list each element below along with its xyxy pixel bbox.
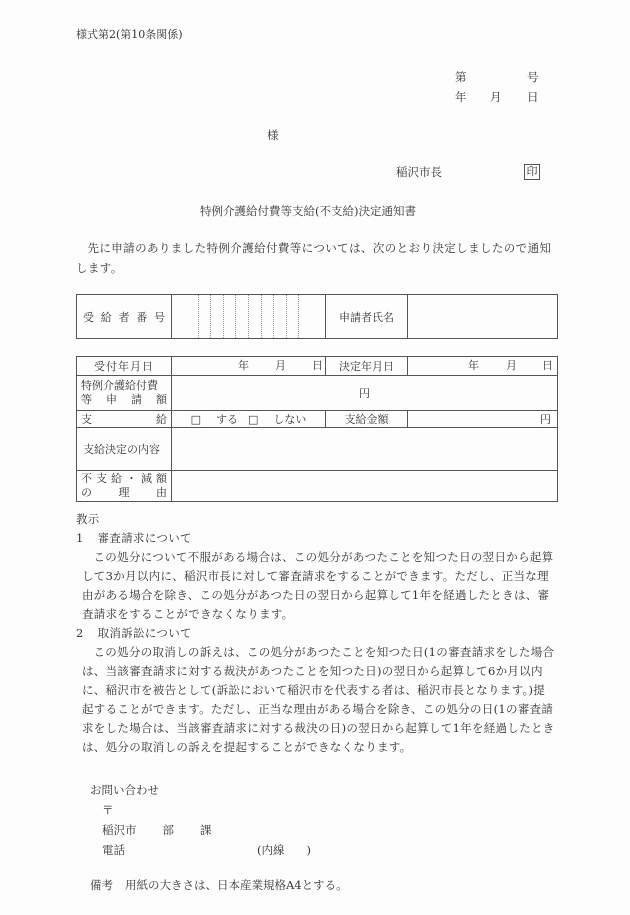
label-char: 給 [156,413,167,426]
applicant-name-label: 申請者氏名 [326,295,408,339]
label-char: 号 [154,310,165,324]
contact-block [90,780,311,860]
notice-item-2-title [76,624,556,643]
extension-label: (内線 [257,843,285,857]
document-title: 特例介護給付費等支給(不支給)決定通知書 [200,204,416,218]
recipient-number-digit-box[interactable] [186,295,199,338]
recipient-number-digit-box[interactable] [199,295,212,338]
issue-date-day: 日 [527,90,539,104]
label-char: の [81,486,92,499]
recipient-number-digits[interactable] [172,295,325,338]
phone-label: 電話 [102,843,125,857]
decision-table [76,356,558,502]
contact-heading: お問い合わせ [90,783,159,797]
seal-icon: 印 [524,164,540,180]
label-char: 請 [131,393,142,406]
requested-amount-label-line2 [81,393,167,407]
requested-amount-field[interactable] [172,376,558,411]
received-date-field[interactable] [172,357,326,376]
notice-heading: 教示 [76,512,100,526]
label-char: 額 [156,472,167,485]
payment-no-option[interactable] [248,411,306,427]
label-char: 支 [81,413,92,426]
contact-phone [90,840,311,860]
payment-no-label: しない [273,413,307,426]
recipient-number-digit-box[interactable] [274,295,287,338]
label-char: 給 [111,472,122,485]
payment-amount-label: 支給金額 [326,411,408,428]
notice-item-title: 審査請求について [97,531,192,545]
label-char: 減 [141,472,152,485]
notice-item-1-title [76,529,556,548]
decision-date-day: 日 [542,359,553,372]
label-char: 等 [81,393,92,406]
contact-city: 稲沢市 [102,823,137,837]
received-date-label: 受付年月日 [77,357,172,376]
requested-amount-label-line1: 特例介護給付費 [81,379,158,392]
notice-item-number: 1 [76,531,84,545]
recipient-number-digit-box[interactable] [249,295,262,338]
label-char: ・ [126,472,137,485]
reason-label [77,471,172,502]
label-char: 者 [118,310,130,324]
label-char: 支 [96,472,107,485]
recipient-number-field[interactable] [172,295,326,339]
applicant-name-field[interactable] [408,295,558,339]
document-number-suffix: 号 [527,70,539,84]
received-date-month: 月 [275,359,286,372]
received-date-day: 日 [312,359,323,372]
notice-item-2-body: この処分の取消しの訴えは、この処分があつたことを知つた日(1の審査請求をした場合は、当該審査請求に対する裁決があつたことを知つた日)の翌日から起算して6か月以内に、稲沢市を被告として(訴訟において稲沢市を代表する者は、稲沢市長となります。)提起することができます。ただし、正当な理由がある場合を除き、この処分の日(1の審査請求をした場合は、当該審査請求に対する裁決の日)の翌日から起算して1年を経過したときは、処分の取消しの訴えを提起することができなくなります。 [82,645,555,754]
contact-section: 課 [200,823,212,837]
remarks-text: 用紙の大きさは、日本産業規格A4とする。 [125,878,348,892]
received-date-year: 年 [238,359,249,372]
notice-item-number: 2 [76,626,84,640]
decision-date-year: 年 [468,359,479,372]
notice-item-title: 取消訴訟について [97,626,192,640]
label-char: 不 [81,472,92,485]
recipient-number-digit-box[interactable] [211,295,224,338]
table-row [77,428,558,471]
issue-date-year: 年 [455,90,467,104]
document-number-prefix: 第 [455,70,467,84]
reason-label-line2 [81,486,167,500]
payment-yes-option[interactable] [191,411,238,427]
recipient-number-digit-box[interactable] [236,295,249,338]
label-char: 額 [156,393,167,406]
payment-yes-label: する [216,413,238,426]
payment-options [172,411,326,428]
payment-amount-unit: 円 [540,413,551,426]
remarks-label: 備考 [90,878,113,892]
extension-close: ) [306,843,311,857]
decision-date-label: 決定年月日 [326,357,408,376]
recipient-number-label [77,309,171,325]
recipient-number-digit-box[interactable] [287,295,300,338]
checkbox-icon[interactable]: □ [190,413,201,426]
label-char: 給 [100,310,112,324]
payment-amount-field[interactable] [408,411,558,428]
recipient-number-digit-box[interactable] [224,295,237,338]
label-char: 受 [83,310,94,324]
intro-paragraph: 先に申請のありました特例介護給付費等については、次のとおり決定しましたので通知します。 [76,241,552,275]
table-row [77,411,558,428]
contact-office [90,820,311,840]
postal-mark: 〒 [102,803,114,817]
remarks [90,880,348,892]
label-char: 申 [106,393,117,406]
table-row [77,357,558,376]
table-row [77,376,558,411]
decision-date-month: 月 [506,359,517,372]
notice-item-1-body: この処分について不服がある場合は、この処分があつたことを知つた日の翌日から起算して3か月以内に、稲沢市長に対して審査請求をすることができます。ただし、正当な理由がある場合を除き、この処分があつた日の翌日から起算して1年を経過したときは、審査請求をすることができなくなります。 [82,550,554,621]
label-char: 由 [156,486,167,499]
contact-department: 部 [162,823,174,837]
label-char: 理 [118,486,130,499]
decision-date-field[interactable] [408,357,558,376]
issue-date-month: 月 [490,90,502,104]
reason-field[interactable] [172,471,558,502]
recipient-number-digit-box[interactable] [299,295,311,338]
recipient-number-label-cell [77,295,172,339]
form-id: 様式第2(第10条関係) [76,28,183,41]
recipient-table [76,294,558,339]
checkbox-icon[interactable]: □ [248,413,259,426]
decision-content-label: 支給決定の内容 [77,428,172,471]
reason-label-line1 [81,472,167,486]
requested-amount-label [77,376,172,411]
legal-notice [76,510,556,757]
payment-label-text [77,411,171,427]
payment-label [77,411,172,428]
decision-content-field[interactable] [172,428,558,471]
requested-amount-unit: 円 [359,387,370,400]
issuer-name: 稲沢市長 [396,165,442,179]
recipient-number-digit-box[interactable] [262,295,275,338]
label-char: 番 [136,310,148,324]
addressee-honorific: 様 [267,128,279,142]
table-row [77,471,558,502]
